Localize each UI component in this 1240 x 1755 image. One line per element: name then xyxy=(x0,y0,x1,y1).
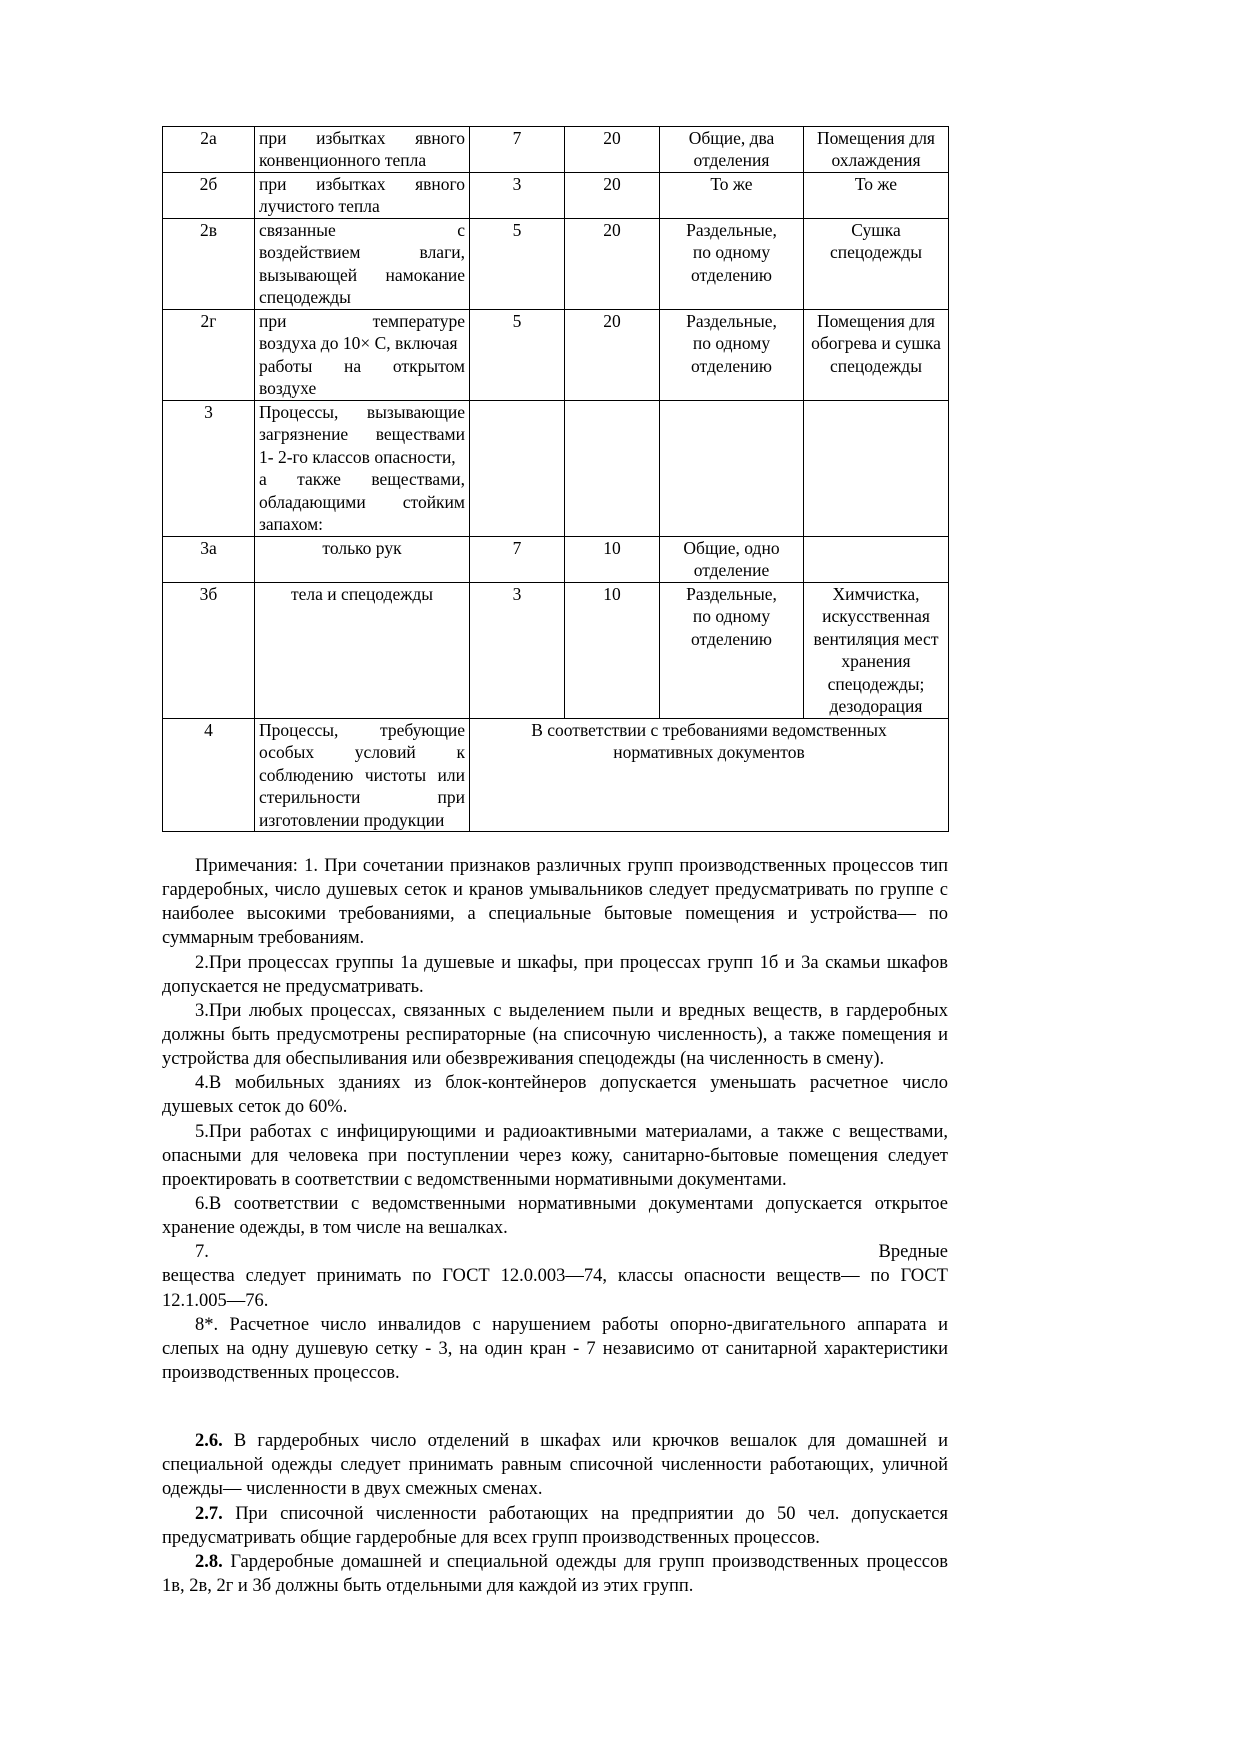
extra-line: хранения xyxy=(841,651,911,672)
row-wardrobe xyxy=(660,536,804,582)
row-description xyxy=(255,127,470,173)
desc-line: при температуре xyxy=(259,310,465,331)
note-7-trailing-word: Вредные xyxy=(878,1242,948,1263)
row-description xyxy=(255,400,470,536)
note-item: 6.В соответствии с ведомственными нормативными документами допускается открытое хранение одежды, в том числе на вешалках. xyxy=(162,1193,948,1239)
note-item: 4.В мобильных зданиях из блок-контейнеров допускается уменьшать расчетное число душевых сеток до 60%. xyxy=(162,1073,948,1118)
extra-line: Химчистка, xyxy=(832,583,920,604)
wardrobe-line: отделению xyxy=(691,628,772,649)
note-item-8: 8*. Расчетное число инвалидов с нарушением работы опорно-двигательного аппарата и слепых на одну душевую сетку - 3, на один кран - 7 независимо от санитарной характеристики производственных процессов. xyxy=(162,1314,948,1383)
desc-line: Процессы, требующие xyxy=(259,719,465,740)
row-code: 3 xyxy=(163,400,255,536)
desc-line: тела и спецодежды xyxy=(291,583,433,604)
note-item: 2.При процессах группы 1а душевые и шкафы, при процессах групп 1б и 3а скамьи шкафов допускается не предусматривать. xyxy=(162,952,948,997)
merged-line: В соответствии с требованиями ведомственных xyxy=(531,719,887,740)
row-wardrobe xyxy=(660,218,804,309)
table-body xyxy=(163,127,949,832)
row-code: 2б xyxy=(163,172,255,218)
row-extra xyxy=(804,218,949,309)
wardrobe-line: отделение xyxy=(693,560,770,581)
desc-line: конвенционного тепла xyxy=(259,150,427,171)
extra-line: Сушка xyxy=(851,219,901,240)
wardrobe-line: по одному xyxy=(692,242,771,263)
desc-line: вызывающей намокание xyxy=(259,264,465,285)
wardrobe-line: Общие, одно xyxy=(683,537,780,558)
clause-2-6 xyxy=(162,1429,948,1501)
wardrobe-line: То же xyxy=(710,173,753,194)
desc-line: запахом: xyxy=(259,514,324,535)
note-item: Примечания: 1. При сочетании признаков различных групп производственных процессов тип гардеробных, число душевых сеток и кранов умывальников следует предусматривать по группе с наиболее высокими требованиями, а специальные бытовые помещения и устройства— по суммарным требованиям. xyxy=(162,856,948,949)
desc-line: работы на открытом xyxy=(259,355,465,376)
table-row xyxy=(163,400,949,536)
clause-text: При списочной численности работающих на предприятии до 50 чел. допускается предусматривать общие гардеробные для всех групп производственных процессов. xyxy=(162,1503,948,1548)
desc-line: воздействием влаги, xyxy=(259,242,465,263)
row-extra xyxy=(804,309,949,400)
sanitary-characteristics-table xyxy=(162,126,949,832)
desc-line: воздухе xyxy=(259,378,317,399)
row-description xyxy=(255,582,470,718)
wardrobe-line: Раздельные, xyxy=(686,219,777,240)
extra-line: обогрева и сушка xyxy=(811,333,941,354)
wardrobe-line: по одному xyxy=(692,333,771,354)
wardrobe-line: отделения xyxy=(693,150,770,171)
row-showers: 7 xyxy=(470,127,565,173)
extra-line: То же xyxy=(854,173,898,194)
row-description xyxy=(255,718,470,831)
table-row xyxy=(163,218,949,309)
row-taps: 20 xyxy=(565,309,660,400)
extra-line: охлаждения xyxy=(831,150,921,171)
row-taps: 10 xyxy=(565,582,660,718)
row-taps: 20 xyxy=(565,172,660,218)
row-wardrobe xyxy=(660,582,804,718)
page-content xyxy=(162,126,948,1598)
row-code: 2а xyxy=(163,127,255,173)
row-taps: 20 xyxy=(565,218,660,309)
section-gap xyxy=(162,1385,948,1407)
table-row xyxy=(163,582,949,718)
row-extra xyxy=(804,172,949,218)
row-showers: 7 xyxy=(470,536,565,582)
desc-line: соблюдению чистоты или xyxy=(259,764,465,785)
clause-number: 2.6. xyxy=(195,1431,223,1452)
table-row xyxy=(163,309,949,400)
extra-line: спецодежды xyxy=(830,355,922,376)
clause-2-7 xyxy=(162,1502,948,1550)
row-code: 2г xyxy=(163,309,255,400)
row-description xyxy=(255,218,470,309)
desc-line: при избытках явного xyxy=(259,173,465,194)
row-showers: 5 xyxy=(470,309,565,400)
clause-text: Гардеробные домашней и специальной одежды для групп производственных процессов 1в, 2в, 2г и 3б должны быть отдельными для каждой из этих групп. xyxy=(162,1551,948,1596)
table-row xyxy=(163,718,949,831)
table-row xyxy=(163,536,949,582)
table-row xyxy=(163,127,949,173)
wardrobe-line: отделению xyxy=(691,264,772,285)
wardrobe-line: Общие, два xyxy=(688,128,775,148)
row-extra xyxy=(804,536,949,582)
desc-line: обладающими стойким xyxy=(259,491,465,512)
row-code: 3б xyxy=(163,582,255,718)
row-wardrobe xyxy=(660,127,804,173)
row-description xyxy=(255,309,470,400)
extra-line: вентиляция мест xyxy=(813,628,939,649)
row-wardrobe xyxy=(660,309,804,400)
desc-line: связанные с xyxy=(259,219,465,240)
row-wardrobe xyxy=(660,172,804,218)
desc-line: а также веществами, xyxy=(259,469,465,490)
row-taps xyxy=(565,400,660,536)
clauses-section xyxy=(162,1429,948,1598)
row-wardrobe xyxy=(660,400,804,536)
extra-line: спецодежды xyxy=(830,242,922,263)
clause-2-8 xyxy=(162,1550,948,1598)
desc-line: Процессы, вызывающие xyxy=(259,401,465,422)
row-extra xyxy=(804,400,949,536)
note-7-number: 7. xyxy=(195,1242,209,1263)
wardrobe-line: по одному xyxy=(692,606,771,627)
note-item-7 xyxy=(162,1240,948,1312)
row-merged-requirement xyxy=(470,718,949,831)
extra-line: Помещения для xyxy=(817,310,935,331)
desc-line: стерильности при xyxy=(259,787,465,808)
row-taps: 10 xyxy=(565,536,660,582)
desc-line: загрязнение веществами xyxy=(259,424,465,445)
desc-line: спецодежды xyxy=(259,287,351,308)
wardrobe-line: Раздельные, xyxy=(686,583,777,604)
merged-line: нормативных документов xyxy=(613,742,805,763)
extra-line: дезодорация xyxy=(829,696,923,717)
wardrobe-line: Раздельные, xyxy=(686,310,777,331)
clause-number: 2.7. xyxy=(195,1503,223,1524)
row-code: 3а xyxy=(163,536,255,582)
desc-line: особых условий к xyxy=(259,742,465,763)
clause-text: В гардеробных число отделений в шкафах или крючков вешалок для домашней и специальной одежды следует принимать равным списочной численности работающих, уличной одежды— численности в двух смежных сменах. xyxy=(162,1431,948,1500)
note-item: 5.При работах с инфицирующими и радиоактивными материалами, а также с веществами, опасными для человека при поступлении через кожу, санитарно-бытовые помещения следует проектировать в соответствии с ведомственными нормативными документами. xyxy=(162,1121,948,1190)
extra-line: искусственная xyxy=(822,606,930,627)
row-taps: 20 xyxy=(565,127,660,173)
row-code: 2в xyxy=(163,218,255,309)
desc-line: при избытках явного xyxy=(259,128,465,148)
row-showers: 5 xyxy=(470,218,565,309)
note-item: 3.При любых процессах, связанных с выделением пыли и вредных веществ, в гардеробных должны быть предусмотрены респираторные (на списочную численность), а также помещения и устройства для обеспыливания или обезвреживания спецодежды (на численность в смену). xyxy=(162,1000,948,1070)
row-extra xyxy=(804,582,949,718)
row-description xyxy=(255,536,470,582)
notes-section xyxy=(162,854,948,1385)
extra-line: спецодежды; xyxy=(827,673,925,694)
clause-number: 2.8. xyxy=(195,1551,223,1572)
table-row xyxy=(163,172,949,218)
row-showers: 3 xyxy=(470,582,565,718)
desc-line: воздуха до 10× С, включая xyxy=(259,333,458,354)
row-extra xyxy=(804,127,949,173)
desc-line: только рук xyxy=(322,537,402,558)
desc-line: изготовлении продукции xyxy=(259,809,445,830)
row-showers: 3 xyxy=(470,172,565,218)
row-showers xyxy=(470,400,565,536)
note-7-rest: вещества следует принимать по ГОСТ 12.0.003—74, классы опасности веществ— по ГОСТ 12.1.005—76. xyxy=(162,1266,948,1311)
row-description xyxy=(255,172,470,218)
row-code: 4 xyxy=(163,718,255,831)
desc-line: 1- 2-го классов опасности, xyxy=(259,446,456,467)
wardrobe-line: отделению xyxy=(691,355,772,376)
extra-line: Помещения для xyxy=(817,128,935,148)
desc-line: лучистого тепла xyxy=(259,196,380,217)
